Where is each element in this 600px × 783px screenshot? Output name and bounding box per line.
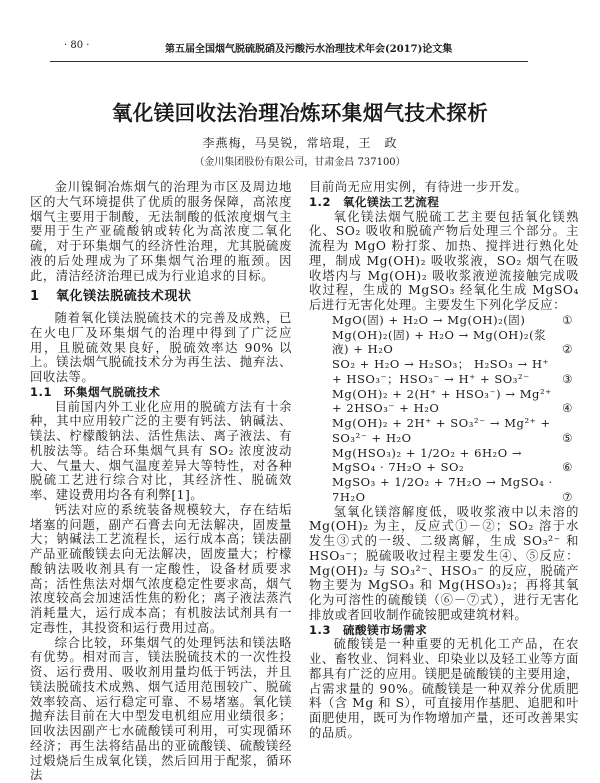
equation-expr: SO₂ + H₂O → H₂SO₃； H₂SO₃ → H⁺ + HSO₃⁻；HSO₃⁻ → H⁺ + SO₃²⁻ xyxy=(332,357,549,386)
article-title: 氧化镁回收法治理冶炼环集烟气技术探析 xyxy=(0,96,600,126)
intro-paragraph: 金川镍铜冶炼烟气的治理为市区及周边地区的大气环境提供了优质的服务保障，高浓度烟气主要用于制酸，无法制酸的低浓度烟气主要用于生产亚硫酸钠或转化为高浓度二氧化硫，对于环集烟气的经济性治理，尤其脱硫废液的后处理成为了环集烟气治理的瓶颈。因此，清洁经济治理已成为行业追求的目标。 xyxy=(30,180,292,283)
equation-number: ③ xyxy=(562,372,573,387)
paragraph: 氧化镁法烟气脱硫工艺主要包括氧化镁熟化、SO₂ 吸收和脱硫产物后处理三个部分。主流程为 MgO 粉打浆、加热、搅拌进行熟化处理，制成 Mg(OH)₂ 吸收浆液，SO₂ 烟气在吸收塔内与 Mg(OH)₂ 吸收浆液逆流接触完成吸收过程，生成的 MgSO₃ 经氧化生成 MgSO₄ 后进行无害化处理。主要发生下列化学反应： xyxy=(309,210,579,313)
section-number: 1 xyxy=(30,290,56,305)
section-number: 1.1 xyxy=(30,385,64,400)
equation-expr: MgSO₃ + 1/2O₂ + 7H₂O → MgSO₄ · 7H₂O xyxy=(332,475,553,504)
section-title: 环集烟气脱硫技术 xyxy=(64,385,160,399)
equation-expr: Mg(HSO₃)₂ + 1/2O₂ + 6H₂O → MgSO₄ · 7H₂O + SO₂ xyxy=(332,446,522,475)
paragraph: 硫酸镁是一种重要的无机化工产品，在农业、畜牧业、饲料业、印染业以及轻工业等方面都具有广泛的应用。镁肥是硫酸镁的主要用途，占需求量的 90%。硫酸镁是一种双养分优质肥料（含 Mg 和 S），可直接用作基肥、追肥和叶面肥使用，既可为作物增加产量，还可改善果实的品质。 xyxy=(309,637,579,740)
equation-expr: Mg(OH)₂ + 2H⁺ + SO₃²⁻ → Mg²⁺ + SO₃²⁻ + H₂O xyxy=(332,416,551,445)
section-title: 氧化镁法工艺流程 xyxy=(343,195,439,209)
section-title: 氧化镁法脱硫技术现状 xyxy=(56,289,192,304)
equation xyxy=(309,387,579,417)
section-1-heading xyxy=(30,290,292,305)
equation-expr: Mg(OH)₂ + 2(H⁺ + HSO₃⁻) → Mg²⁺ + 2HSO₃⁻ + H₂O xyxy=(332,387,552,416)
equation xyxy=(309,475,579,505)
paragraph: 目前国内外工业化应用的脱硫方法有十余种，其中应用较广泛的主要有钙法、钠碱法、镁法、柠檬酸钠法、活性焦法、离子液法、有机胺法等。结合环集烟气具有 SO₂ 浓度波动大、气量大、烟气温度差异大等特性，对各种脱硫工艺进行综合对比，其经济性、脱硫效率、建设费用均各有利弊[1]。 xyxy=(30,400,292,503)
section-1-2-heading xyxy=(309,195,579,210)
authors: 李燕梅，马昊锐，常培琨，王 政 xyxy=(0,134,600,151)
left-column xyxy=(30,180,292,783)
equation-number: ① xyxy=(562,313,573,328)
right-column xyxy=(309,180,579,741)
paragraph: 随着氧化镁法脱硫技术的完善及成熟，已在火电厂及环集烟气的治理中得到了广泛应用，且脱硫效果良好，脱硫效率达 90% 以上。镁法烟气脱硫技术分为再生法、抛弃法、回收法等。 xyxy=(30,311,292,385)
paragraph: 氢氧化镁溶解度低，吸收浆液中以未溶的 Mg(OH)₂ 为主，反应式①－②；SO₂ 溶于水发生③式的一级、二级离解，生成 SO₃²⁻ 和 HSO₃⁻；脱硫吸收过程主要发生④、⑤反应：Mg(OH)₂ 与 SO₃²⁻、HSO₃⁻ 的反应，脱硫产物主要为 MgSO₃ 和 Mg(HSO₃)₂；再将其氧化为可溶性的硫酸镁（⑥－⑦式），进行无害化排放或者回收制作硫铵肥或建筑材料。 xyxy=(309,505,579,623)
proceedings-title: 第五届全国烟气脱硫脱硝及污酸污水治理技术年会(2017)论文集 xyxy=(165,40,452,55)
equation xyxy=(309,313,579,328)
section-1-3-heading xyxy=(309,623,579,638)
equation-number: ⑦ xyxy=(562,490,573,505)
paragraph: 综合比较，环集烟气的处理钙法和镁法略有优势。相对而言，镁法脱硫技术的一次性投资、运行费用、吸收剂用量均低于钙法，并且镁法脱硫技术成熟、烟气适用范围较广、脱硫效率较高、运行稳定可靠、不易堵塞。氧化镁抛弃法目前在大中型发电机组应用业绩很多；回收法因副产七水硫酸镁可利用，可实现循环经济；再生法将结晶出的亚硫酸镁、硫酸镁经过煅烧后生成氧化镁，然后回用于配浆，循环法 xyxy=(30,636,292,783)
equation xyxy=(309,328,579,358)
affiliation: （金川集团股份有限公司，甘肃金昌 737100） xyxy=(0,153,600,168)
section-number: 1.2 xyxy=(309,195,343,210)
paragraph: 目前尚无应用实例，有待进一步开发。 xyxy=(309,180,579,195)
equation-number: ⑥ xyxy=(562,460,573,475)
equation-number: ④ xyxy=(562,401,573,416)
equation xyxy=(309,446,579,476)
header-rule xyxy=(50,61,528,62)
equation xyxy=(309,357,579,387)
equation-number: ② xyxy=(562,342,573,357)
equation-number: ⑤ xyxy=(562,431,573,446)
equation-list xyxy=(309,313,579,505)
page-number: · 80 · xyxy=(64,40,89,51)
equation-expr: Mg(OH)₂(固) + H₂O → Mg(OH)₂(浆液) + H₂O xyxy=(332,328,546,357)
equation-expr: MgO(固) + H₂O → Mg(OH)₂(固) xyxy=(332,313,525,327)
equation xyxy=(309,416,579,446)
section-title: 硫酸镁市场需求 xyxy=(343,623,427,637)
section-number: 1.3 xyxy=(309,623,343,638)
paragraph: 钙法对应的系统装备规模较大，存在结垢堵塞的问题，副产石膏去向无法解决，固废量大；钠碱法工艺流程长，运行成本高；镁法副产品亚硫酸镁去向无法解决，固废量大；柠檬酸钠法吸收剂具有一定酸性，设备材质要求高；活性焦法对烟气浓度稳定性要求高，烟气浓度较高会加速活性焦的粉化；离子液法蒸汽消耗量大，运行成本高；有机胺法试剂具有一定毒性，其投资和运行费用过高。 xyxy=(30,503,292,636)
section-1-1-heading xyxy=(30,385,292,400)
running-header xyxy=(50,40,530,54)
